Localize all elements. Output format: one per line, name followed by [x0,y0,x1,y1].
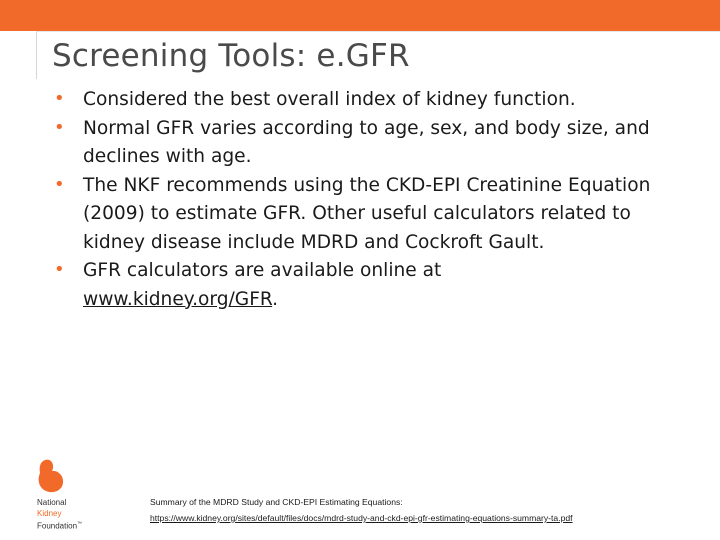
logo-line-national: National [37,498,67,507]
footnote-label: Summary of the MDRD Study and CKD-EPI Estimating Equations: [150,497,403,507]
footnote-link[interactable]: https://www.kidney.org/sites/default/files/docs/mdrd-study-and-ckd-epi-gfr-estimating-equations-summary-ta.pdf [150,513,573,523]
bullet-text: Normal GFR varies according to age, sex, and body size, and declines with age. [83,117,650,167]
bullet-icon: • [54,173,65,195]
bullet-item [54,257,654,314]
nkf-logo [33,458,97,530]
bullet-icon: • [54,259,65,280]
bullet-item [54,172,654,258]
slide-title: Screening Tools: e.GFR [52,38,410,74]
bullet-item [54,86,654,115]
trademark-symbol: ™ [77,521,83,527]
bullet-text: Considered the best overall index of kidney function. [83,89,576,110]
logo-text [37,498,82,532]
footnote [150,494,573,526]
bullet-icon: • [54,88,65,109]
top-accent-bar [0,0,720,31]
kidney-logo-icon [36,458,66,494]
gfr-link[interactable]: www.kidney.org/GFR [83,288,273,310]
bullet-suffix: . [272,288,279,310]
bullet-list [54,86,654,314]
bullet-icon: • [54,116,65,138]
bullet-text: The NKF recommends using the CKD-EPI Creatinine Equation (2009) to estimate GFR. Other useful calculators related to kidney disease include MDRD and Cockroft Gault. [83,174,651,253]
bullet-item [54,115,654,172]
logo-line-foundation: Foundation™ [37,521,83,531]
bullet-text: GFR calculators are available online at [83,260,442,281]
logo-line-kidney: Kidney [37,508,62,518]
